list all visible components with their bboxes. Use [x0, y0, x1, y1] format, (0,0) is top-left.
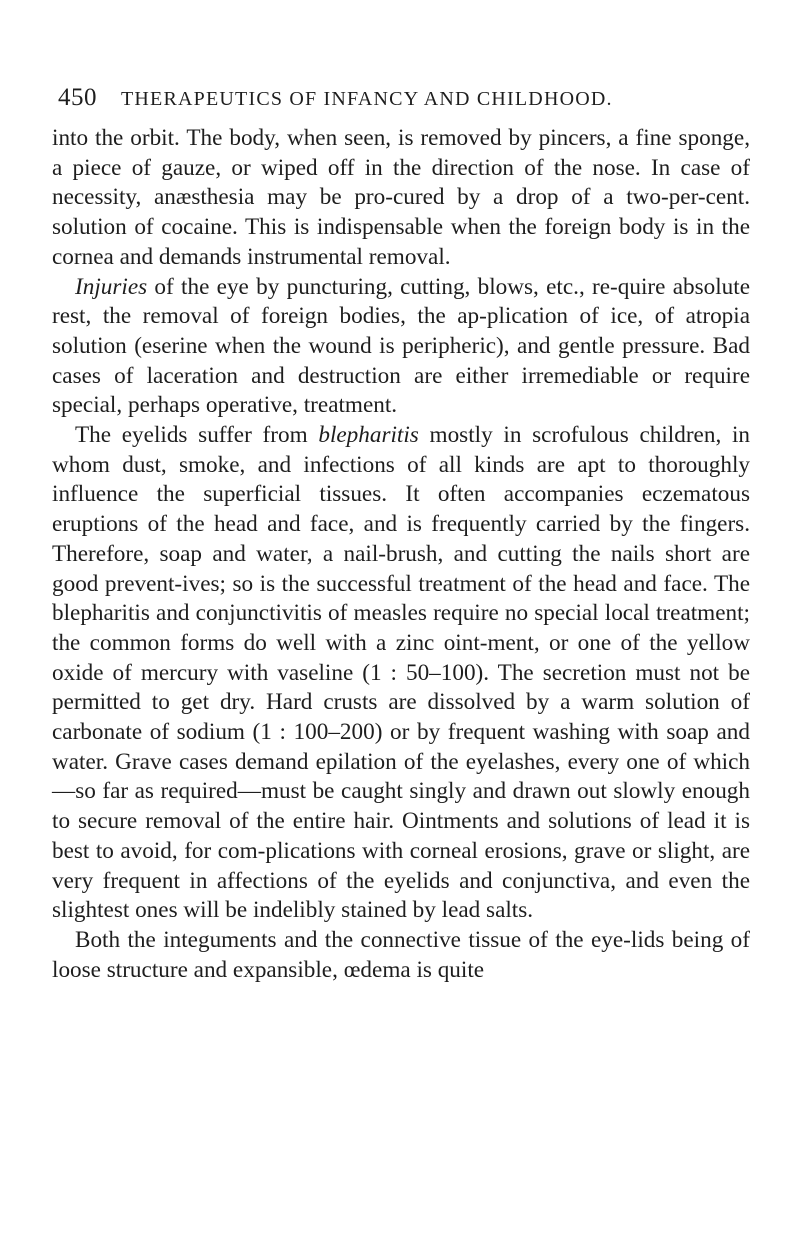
- paragraph-blepharitis-text: mostly in scrofulous children, in whom dust, smoke, and infections of all kinds are apt to thoroughly influence the superficial tissues. It often accompanies eczematous eruptions of the head and face, and is frequently carried by the fingers. Therefore, soap and water, a nail-brush, and cutting the nails short are good prevent-ives; so is the successful treatment of the head and face. The blepharitis and conjunctivitis of measles require no special local treatment; the common forms do well with a zinc oint-ment, or one of the yellow oxide of mercury with vaseline (1 : 50–100). The secretion must not be permitted to get dry. Hard crusts are dissolved by a warm solution of carbonate of sodium (1 : 100–200) or by frequent washing with soap and water. Grave cases demand epilation of the eyelashes, every one of which—so far as required—must be caught singly and drawn out slowly enough to secure removal of the entire hair. Ointments and solutions of lead it is best to avoid, for com-plications with corneal erosions, grave or slight, are very frequent in affections of the eyelids and conjunctiva, and even the slightest ones will be indelibly stained by lead salts.: [52, 422, 750, 924]
- italic-term-blepharitis: blepharitis: [318, 422, 419, 449]
- paragraph-injuries: [52, 273, 750, 422]
- paragraph-blepharitis-lead: The eyelids suffer from: [75, 422, 319, 449]
- paragraph-integuments: Both the integuments and the connective tissue of the eye-lids being of loose structure and expansible, œdema is quite: [52, 926, 750, 983]
- italic-term-injuries: Injuries: [75, 273, 148, 300]
- running-title: THERAPEUTICS OF INFANCY AND CHILDHOOD.: [121, 88, 613, 110]
- body-text: [52, 124, 750, 985]
- paragraph-blepharitis: [52, 421, 750, 926]
- paragraph-injuries-text: of the eye by puncturing, cutting, blows, etc., re-quire absolute rest, the removal of foreign bodies, the ap-plication of ice, of atropia solution (eserine when the wound is peripheric), and gentle pressure. Bad cases of laceration and destruction are either irremediable or require special, perhaps operative, treatment.: [52, 273, 750, 419]
- running-header: [52, 84, 750, 120]
- paragraph-foreign-body: into the orbit. The body, when seen, is removed by pincers, a fine sponge, a piece of gauze, or wiped off in the direction of the nose. In case of necessity, anæsthesia may be pro-cured by a drop of a two-per-cent. solution of cocaine. This is indispensable when the foreign body is in the cornea and demands instrumental removal.: [52, 125, 750, 270]
- book-page: [52, 84, 750, 985]
- page-number: 450: [58, 84, 97, 111]
